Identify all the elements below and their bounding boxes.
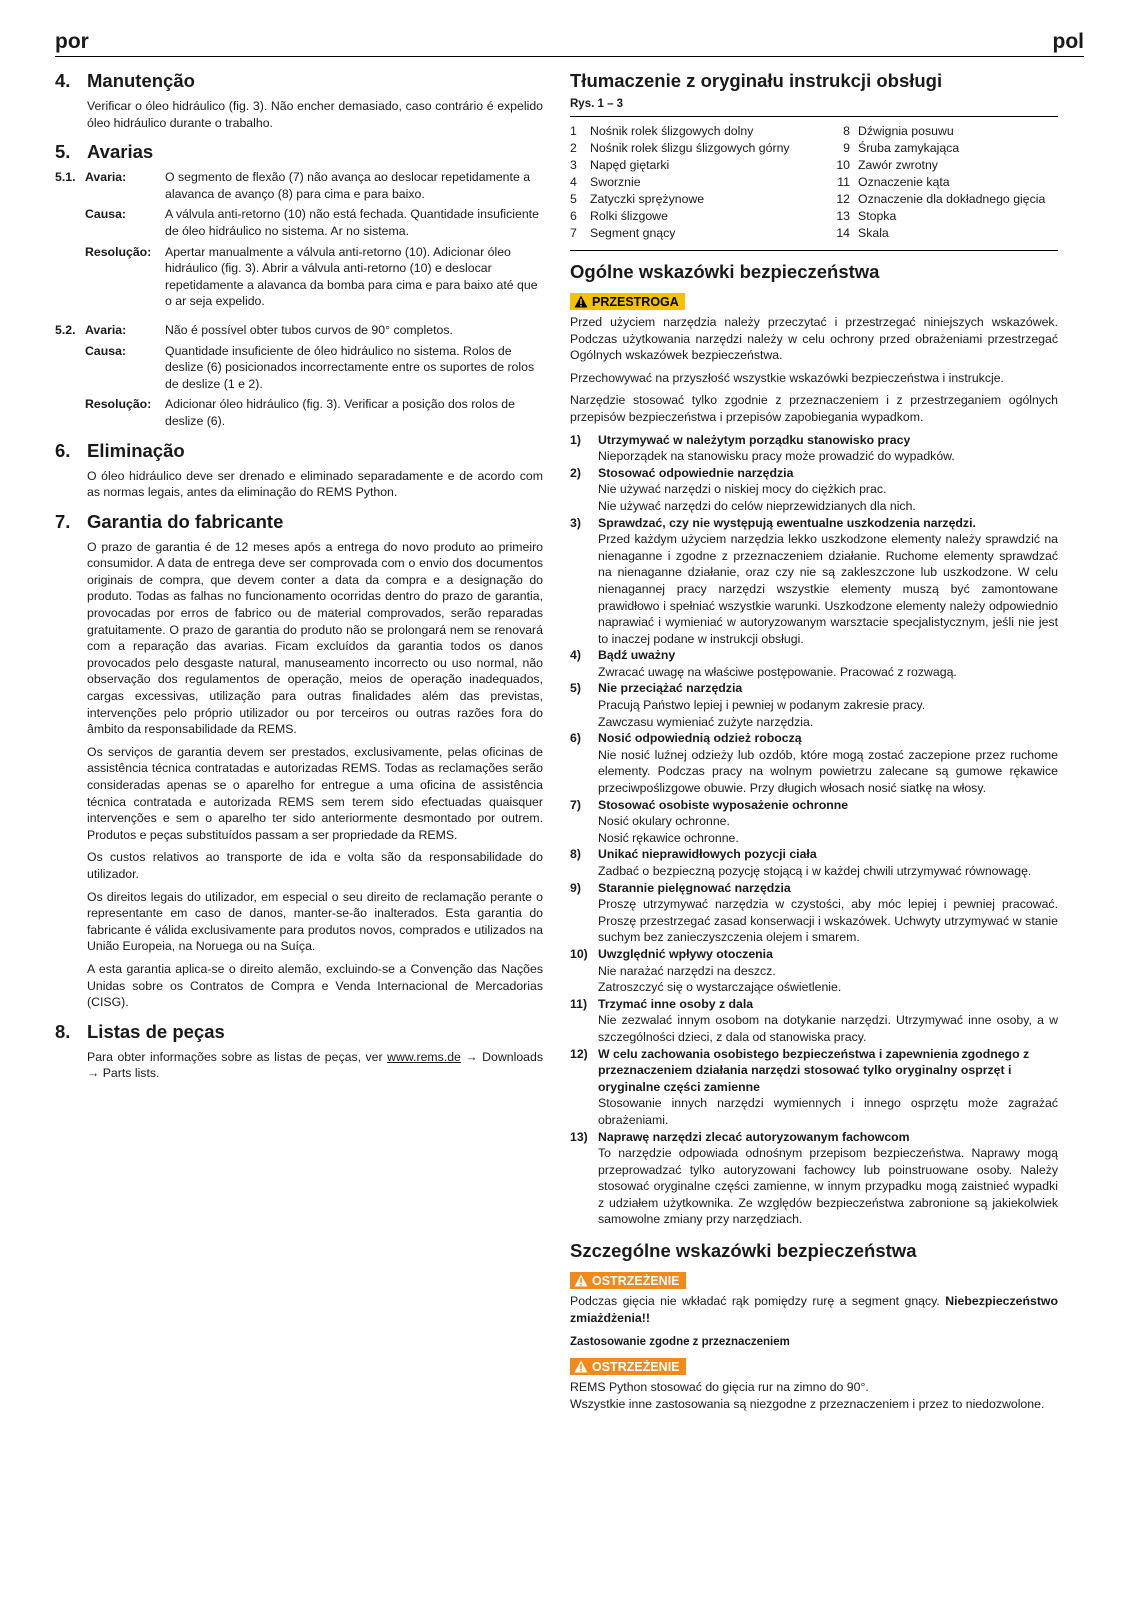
safety-item-title: Nosić odpowiednią odzież roboczą xyxy=(598,731,802,746)
legend-item: 2 Nośnik rolek ślizgu ślizgowych górny xyxy=(570,141,790,155)
section-heading-parts-lists: 8. Listas de peças xyxy=(55,1020,225,1042)
legend-item: 10 Zawór zwrotny xyxy=(836,158,938,172)
right-column xyxy=(570,60,1058,1418)
warranty-paragraph: A esta garantia aplica-se o direito alemão, excluindo-se a Convenção das Nações Unidas sobre os Contratos de Compra e Venda Internacional de Mercadorias (CISG). xyxy=(87,961,543,1010)
safety-item-text: Nie narażać narzędzi na deszcz. Zatroszczyć się o wystarczające oświetlenie. xyxy=(598,963,842,995)
safety-item-text: Pracują Państwo lepiej i pewniej w podanym zakresie pracy. Zawczasu wymieniać zużyte narzędzia. xyxy=(598,698,926,729)
safety-list-item: 7) Stosować osobiste wyposażenie ochronne Nosić okulary ochronne. Nosić rękawice ochronne. xyxy=(570,797,1058,847)
rems-website-link[interactable]: www.rems.de xyxy=(387,1049,461,1064)
safety-list xyxy=(570,432,1058,1229)
translation-title: Tłumaczenie z oryginału instrukcji obsługi xyxy=(570,70,943,91)
safety-item-text: Stosowanie innych narzędzi wymiennych i innego osprzętu może zagrażać obrażeniami. xyxy=(598,1096,1058,1127)
safety-list-item: 12) W celu zachowania osobistego bezpieczeństwa i zapewnienia zgodnego z przeznaczeniem działania narzędzi stosować tylko oryginalny osprzęt i oryginalne części zamienne Stosowanie innych narzędzi wymiennych i innego osprzętu może zagrażać obrażeniami. xyxy=(570,1046,1058,1127)
parts-lists-text: Para obter informações sobre as listas de peças, ver www.rems.de → Downloads → Parts lists. xyxy=(87,1049,544,1081)
general-safety-text: Narzędzie stosować tylko zgodnie z przeznaczeniem i z przestrzeganiem ogólnych przepisów bezpieczeństwa i przepisów zapobiegania wypadkom. xyxy=(570,393,1058,424)
safety-item-text: Przed każdym użyciem narzędzia lekko uszkodzone elementy należy sprawdzić na nienaganne i zgodne z przeznaczeniem działanie. Ruchome elementy sprawdzać na nienaganne działanie, oraz czy nie są zakleszczone lub uszkodzone. W celu nienagannej pracy narzędzi wszystkie elementy muszą być zamontowane prawidłowo i spełniać wszystkie warunki. Uszkodzone elementy należy odpowiednio naprawiać i wymieniać w autoryzowanym warsztacie specjalistycznym, jeśli nie jest to inaczej podane w instrukcji obsługi. xyxy=(598,532,1058,646)
section-heading-warranty: 7. Garantia do fabricante xyxy=(55,510,284,532)
safety-list-item: 6) Nosić odpowiednią odzież roboczą Nie nosić luźnej odzieży lub ozdób, które mogą zostać zaczepione przez ruchome elementy. Podczas pracy na wolnym powietrzu zalecane są gumowe rękawice przeciwpoślizgowe obuwie. Przy długich włosach nosić siatkę na włosy. xyxy=(570,731,1058,796)
safety-list-item: 4) Bądź uważny Zwracać uwagę na właściwe postępowanie. Pracować z rozwagą. xyxy=(570,647,1058,680)
legend-item: 3 Napęd giętarki xyxy=(570,158,670,172)
safety-list-item: 1) Utrzymywać w należytym porządku stanowisko pracy Nieporządek na stanowisku pracy może prowadzić do wypadków. xyxy=(570,432,1058,465)
safety-item-title: Trzymać inne osoby z dala xyxy=(598,996,754,1011)
safety-item-title: Uwzględnić wpływy otoczenia xyxy=(598,946,773,961)
section-heading-maintenance: 4. Manutenção xyxy=(55,70,195,91)
safety-item-text: Zadbać o bezpieczną pozycję stojącą i w każdej chwili utrzymywać równowagę. xyxy=(598,864,1032,878)
safety-item-text: Nie zezwalać innym osobom na dotykanie narzędzi. Utrzymywać inne osoby, a w szczególności dzieci, z dala od stanowiska pracy. xyxy=(598,1013,1058,1044)
warranty-paragraph: O prazo de garantia é de 12 meses após a entrega do novo produto ao primeiro consumidor. A data de entrega deve ser comprovada com o envio dos documentos originais de compra, que devem conter a data da compra e a designação do produto. Todas as falhas no funcionamento ocorridas dentro do prazo de garantia, provocadas por erros de fabrico ou de material comprovados, serão reparadas gratuitamente. O prazo de garantia do produto não se prolongará nem se renovará com a reparação das avarias. Ficam excluídos da garantia todos os danos provocados pelo desgaste natural, manuseamento incorrecto ou uso normal, não observação dos regulamentos de operação, meios de operação inadequados, cargas excessivas, utilização para outras finalidades além das previstas, intervenções pelo próprio utilizador ou por terceiros ou outras razões fora do âmbito da responsabilidade da REMS. xyxy=(87,539,543,737)
legend-item: 1 Nośnik rolek ślizgowych dolny xyxy=(570,124,754,138)
special-safety-title: Szczególne wskazówki bezpieczeństwa xyxy=(570,1240,917,1262)
warning-badge: OSTRZEŻENIE xyxy=(570,1358,686,1375)
safety-item-title: Bądź uważny xyxy=(598,648,676,663)
warning-triangle-icon xyxy=(574,295,588,308)
safety-item-text: Nie nosić luźnej odzieży lub ozdób, które mogą zostać zaczepione przez ruchome elementy. Podczas pracy na wolnym powietrzu zalecane są gumowe rękawice przeciwpoślizgowe obuwie. Przy długich włosach nosić siatkę na włosy. xyxy=(598,747,1058,796)
safety-list-item: 9) Starannie pielęgnować narzędzia Proszę utrzymywać narzędzia w czystości, aby móc lepiej i pewniej pracować. Proszę przestrzegać zasad konserwacji i wskazówek. Uchwyty utrzymywać w stanie suchym bez zanieczyszczenia olejem i smarem. xyxy=(570,880,1058,945)
safety-list-item: 8) Unikać nieprawidłowych pozycji ciała Zadbać o bezpieczną pozycję stojącą i w każdej chwili utrzymywać równowagę. xyxy=(570,846,1058,879)
legend-item: 9 Śruba zamykająca xyxy=(843,141,960,155)
safety-list-item: 11) Trzymać inne osoby z dala Nie zezwalać innym osobom na dotykanie narzędzi. Utrzymywać inne osoby, a w szczególności dzieci, z dala od stanowiska pracy. xyxy=(570,996,1058,1044)
legend-item: 13 Stopka xyxy=(836,209,897,223)
figure-reference: Rys. 1 – 3 xyxy=(570,98,624,110)
divider xyxy=(570,116,1058,117)
legend-item: 14 Skala xyxy=(836,226,889,240)
parts-legend xyxy=(570,123,1058,242)
warning-triangle-icon xyxy=(574,1274,588,1287)
safety-item-title: Nie przeciążać narzędzia xyxy=(598,681,743,696)
intended-use-heading: Zastosowanie zgodne z przeznaczeniem xyxy=(570,1336,790,1349)
safety-item-title: Starannie pielęgnować narzędzia xyxy=(598,880,791,895)
warranty-paragraph: Os serviços de garantia devem ser prestados, exclusivamente, pelas oficinas de assistência técnica contratadas e autorizadas REMS. Todas as reclamações serão consideradas apenas se o aparelho for entregue a uma oficina de assistência técnica contratada e autorizada REMS sem terem sido efectuadas quaisquer intervenções e sem o aparelho ter sido anteriormente desmontado por outrem. Produtos e peças substituídos passam a ser propriedade da REMS. xyxy=(87,744,543,842)
safety-list-item: 2) Stosować odpowiednie narzędzia Nie używać narzędzi o niskiej mocy do ciężkich prac. Nie używać narzędzi do celów nieprzewidzianych dla nich. xyxy=(570,465,1058,515)
warranty-paragraph: Os direitos legais do utilizador, em especial o seu direito de reclamação perante o representante em caso de danos, manter-se-ão inalterados. Esta garantia do fabricante é válida exclusivamente para produtos novos, comprados e utilizados na União Europeia, na Noruega ou na Suíça. xyxy=(87,889,543,954)
section-heading-disposal: 6. Eliminação xyxy=(55,439,185,461)
maintenance-text: Verificar o óleo hidráulico (fig. 3). Não encher demasiado, caso contrário é expelido óleo hidráulico durante o trabalho. xyxy=(87,99,543,130)
intended-use-text: REMS Python stosować do gięcia rur na zimno do 90°. xyxy=(570,1380,869,1395)
general-safety-title: Ogólne wskazówki bezpieczeństwa xyxy=(570,261,880,282)
safety-item-text: Nieporządek na stanowisku pracy może prowadzić do wypadków. xyxy=(598,449,955,464)
safety-list-item: 10) Uwzględnić wpływy otoczenia Nie narażać narzędzi na deszcz. Zatroszczyć się o wystarczające oświetlenie. xyxy=(570,946,1058,996)
warranty-paragraph: Os custos relativos ao transporte de ida e volta são da responsabilidade do utilizador. xyxy=(87,850,543,881)
safety-item-title: Stosować osobiste wyposażenie ochronne xyxy=(598,797,849,812)
safety-list-item: 13) Naprawę narzędzi zlecać autoryzowanym fachowcom To narzędzie odpowiada odnośnym przepisom bezpieczeństwa. Naprawy mogą przeprowadzać tylko autoryzowani fachowcy lub poinstruowane osoby. Należy stosować oryginalne części zamienne, w innym przypadku mogą zaistnieć wypadki z udziałem użytkownika. Ze względów bezpieczeństwa zabronione są jakiekolwiek samowolne zmiany przy narzędziach. xyxy=(570,1129,1058,1227)
legend-item: 12 Oznaczenie dla dokładnego gięcia xyxy=(836,192,1046,206)
section-heading-faults: 5. Avarias xyxy=(55,141,154,163)
disposal-text: O óleo hidráulico deve ser drenado e eliminado separadamente e de acordo com as normas legais, antes da eliminação do REMS Python. xyxy=(87,468,543,500)
safety-item-text: Nie używać narzędzi o niskiej mocy do ciężkich prac. Nie używać narzędzi do celów nieprzewidzianych dla nich. xyxy=(598,482,916,513)
safety-list-item: 5) Nie przeciążać narzędzia Pracują Państwo lepiej i pewniej w podanym zakresie pracy. Zawczasu wymieniać zużyte narzędzia. xyxy=(570,680,1058,730)
divider xyxy=(570,250,1058,251)
safety-item-title: Stosować odpowiednie narzędzia xyxy=(598,465,794,480)
legend-item: 4 Sworznie xyxy=(570,175,641,189)
safety-item-title: Sprawdzać, czy nie występują ewentualne uszkodzenia narzędzi. xyxy=(598,515,976,530)
legend-item: 11 Oznaczenie kąta xyxy=(837,175,950,189)
safety-item-text: Proszę utrzymywać narzędzia w czystości, aby móc lepiej i pewniej pracować. Proszę przestrzegać zasad konserwacji i wskazówek. Uchwyty utrzymywać w stanie suchym bez zanieczyszczenia olejem i smarem. xyxy=(598,897,1058,945)
page-language-right: pol xyxy=(1052,30,1084,53)
left-column xyxy=(55,60,543,1088)
general-safety-text: Przechowywać na przyszłość wszystkie wskazówki bezpieczeństwa i instrukcje. xyxy=(570,370,1004,385)
legend-item: 6 Rolki ślizgowe xyxy=(570,209,668,223)
legend-item: 8 Dźwignia posuwu xyxy=(843,124,954,138)
safety-list-item: 3) Sprawdzać, czy nie występują ewentualne uszkodzenia narzędzi. Przed każdym użyciem narzędzia lekko uszkodzone elementy należy sprawdzić na nienaganne i zgodne z przeznaczeniem działanie. Ruchome elementy sprawdzać na nienaganne działanie, oraz czy nie są zakleszczone lub uszkodzone. W celu nienagannej pracy narzędzi wszystkie elementy muszą być zamontowane prawidłowo i spełniać wszystkie warunki. Uszkodzone elementy należy odpowiednio naprawiać i wymieniać w autoryzowanym warsztacie specjalistycznym, jeśli nie jest to inaczej podane w instrukcji obsługi. xyxy=(570,515,1058,646)
legend-item: 5 Zatyczki sprężynowe xyxy=(570,192,705,206)
special-safety-text: Podczas gięcia nie wkładać rąk pomiędzy rurę a segment gnący. Niebezpieczeństwo zmiażdżenia!! xyxy=(570,1294,1058,1325)
safety-item-title: Utrzymywać w należytym porządku stanowisko pracy xyxy=(598,432,911,447)
page-language-left: por xyxy=(55,30,89,53)
safety-item-title: W celu zachowania osobistego bezpieczeństwa i zapewnienia zgodnego z przeznaczeniem działania narzędzi stosować tylko oryginalny osprzęt i oryginalne części zamienne xyxy=(598,1046,1030,1094)
warning-badge: OSTRZEŻENIE xyxy=(570,1272,686,1289)
safety-item-text: Nosić okulary ochronne. Nosić rękawice ochronne. xyxy=(598,814,739,845)
general-safety-text: Przed użyciem narzędzia należy przeczytać i przestrzegać niniejszych wskazówek. Podczas użytkowania narzędzi należy w celu ochrony przed obrażeniami przestrzegać Ogólnych wskazówek bezpieczeństwa. xyxy=(570,315,1058,363)
safety-item-text: Zwracać uwagę na właściwe postępowanie. Pracować z rozwagą. xyxy=(598,664,957,679)
safety-item-text: To narzędzie odpowiada odnośnym przepisom bezpieczeństwa. Naprawy mogą przeprowadzać tylko autoryzowani fachowcy lub poinstruowane osoby. Należy stosować oryginalne części zamienne, w innym przypadku mogą zaistnieć wypadki z udziałem użytkownika. Ze względów bezpieczeństwa zabronione są jakiekolwiek samowolne zmiany przy narzędziach. xyxy=(598,1146,1058,1227)
caution-badge: PRZESTROGA xyxy=(570,293,685,310)
legend-item: 7 Segment gnący xyxy=(570,226,676,240)
header-rule xyxy=(55,56,1084,57)
safety-item-title: Naprawę narzędzi zlecać autoryzowanym fachowcom xyxy=(598,1129,910,1144)
warning-triangle-icon xyxy=(574,1360,588,1373)
safety-item-title: Unikać nieprawidłowych pozycji ciała xyxy=(598,847,817,862)
intended-use-text: Wszystkie inne zastosowania są niezgodne z przeznaczeniem i przez to niedozwolone. xyxy=(570,1396,1045,1411)
faults-table: 5.1. Avaria: O segmento de flexão (7) não avança ao deslocar repetidamente a alavanca de avanço (8) para cima e para baixo. Causa: A válvula anti-retorno (10) não está fechada. Quantidade insuficiente de óleo hidráulico no sistema. Ar no sistema. Resolução: Apertar manualmente a válvula anti-retorno (10). Adicionar óleo hidráulico (fig. 3). Abrir a válvula anti-retorno (10) e deslocar repetidamente a alavanca da bomba para cima e para baixo até que o ar seja expelido. 5.2. Avaria: Não é possível obter tubos curvos de 90° completos. Causa: Quantidade insuficiente de óleo hidráulico no sistema. Rolos de deslize (6) posicionados incorrectamente entre os suportes de rolos de deslize (1 e 2). Resolução: Adicionar óleo hidráulico (fig. 3). Verificar a posição dos rolos de deslize (6). xyxy=(55,170,539,428)
